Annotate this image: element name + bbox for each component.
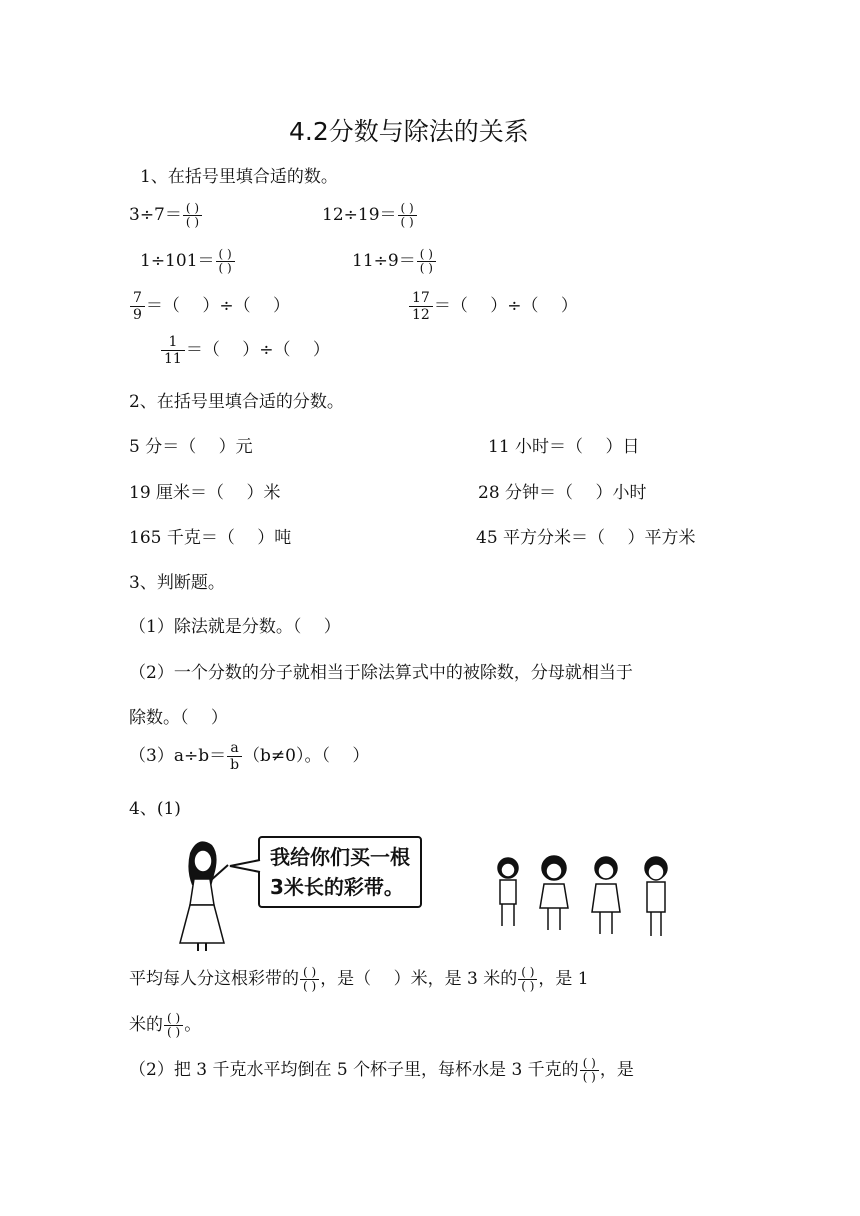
- eq-row2-right: 11÷9＝ $\frac{( )}{( )}$: [352, 246, 437, 275]
- given-fraction: $\frac{1}{11}$: [161, 334, 185, 367]
- answer-fraction: $\frac{( )}{( )}$: [216, 248, 235, 275]
- answer-fraction: $\frac{( )}{( )}$: [580, 1057, 599, 1084]
- conv-19-cm: 19 厘米＝（ ）米: [129, 483, 281, 503]
- conv-165-kg: 165 千克＝（ ）吨: [129, 528, 292, 548]
- judge-q3: （3）a÷b＝ $\frac{a}{b}$ （b≠0）。（ ）: [129, 740, 370, 773]
- teacher-illustration: [170, 835, 240, 955]
- answer-fraction: $\frac{( )}{( )}$: [300, 966, 319, 993]
- ribbon-question-line1: 平均每人分这根彩带的 $\frac{( )}{( )}$ ，是（ ）米，是 3 米的 $\frac{( )}{( )}$ ，是 1: [129, 965, 589, 993]
- answer-fraction: $\frac{( )}{( )}$: [417, 248, 436, 275]
- answer-fraction: $\frac{( )}{( )}$: [518, 966, 537, 993]
- ribbon-question-line2: 米的 $\frac{( )}{( )}$ 。: [129, 1011, 202, 1039]
- conv-5-fen: 5 分＝（ ）元: [129, 437, 253, 457]
- answer-fraction: $\frac{( )}{( )}$: [164, 1012, 183, 1039]
- given-fraction: $\frac{17}{12}$: [409, 290, 433, 323]
- judge-q1: （1）除法就是分数。（ ）: [129, 617, 341, 637]
- eq-row4: $\frac{1}{11}$ ＝（ ）÷（ ）: [160, 334, 330, 367]
- speech-pointer: [228, 858, 262, 874]
- section2-heading: 2、在括号里填合适的分数。: [129, 392, 344, 412]
- water-question: （2）把 3 千克水平均倒在 5 个杯子里，每杯水是 3 千克的 $\frac{( )}{( )}$ ，是: [129, 1056, 634, 1084]
- judge-q2-line1: （2）一个分数的分子就相当于除法算式中的被除数，分母就相当于: [129, 663, 633, 683]
- eq-row2-left: 1÷101＝ $\frac{( )}{( )}$: [140, 246, 236, 275]
- conv-28-min: 28 分钟＝（ ）小时: [478, 483, 647, 503]
- given-fraction: $\frac{7}{9}$: [130, 290, 145, 323]
- conv-11-hours: 11 小时＝（ ）日: [488, 437, 640, 457]
- children-illustration: [488, 852, 688, 942]
- eq-row3-left: $\frac{7}{9}$ ＝（ ）÷（ ）: [129, 290, 290, 323]
- answer-fraction: $\frac{( )}{( )}$: [183, 202, 202, 229]
- section3-heading: 3、判断题。: [129, 573, 225, 593]
- conv-45-dm2: 45 平方分米＝（ ）平方米: [476, 528, 696, 548]
- judge-q2-line2: 除数。（ ）: [129, 708, 228, 728]
- section1-heading: 1、在括号里填合适的数。: [140, 167, 338, 187]
- eq-row3-right: $\frac{17}{12}$ ＝（ ）÷（ ）: [408, 290, 578, 323]
- page-title: 4.2分数与除法的关系: [289, 117, 529, 146]
- speech-bubble: 我给你们买一根 3米长的彩带。: [258, 836, 422, 908]
- eq-row1-right: 12÷19＝ $\frac{( )}{( )}$: [322, 200, 418, 229]
- eq-row1-left: 3÷7＝ $\frac{( )}{( )}$: [129, 200, 203, 229]
- section4-heading: 4、(1): [129, 799, 181, 819]
- given-fraction: $\frac{a}{b}$: [227, 740, 242, 773]
- answer-fraction: $\frac{( )}{( )}$: [398, 202, 417, 229]
